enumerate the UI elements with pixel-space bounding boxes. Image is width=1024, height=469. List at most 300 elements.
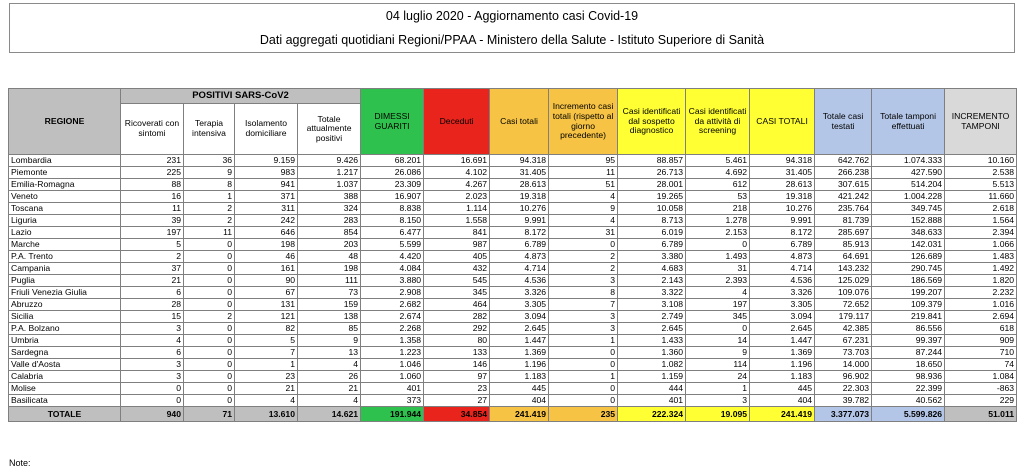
cell-value: 1.447 xyxy=(490,335,549,347)
region-name: Veneto xyxy=(9,191,121,203)
cell-value: 0 xyxy=(184,371,235,383)
cell-value: 42.385 xyxy=(815,323,872,335)
cell-value: 388 xyxy=(298,191,361,203)
table-row xyxy=(9,275,1017,287)
cell-value: 2.645 xyxy=(750,323,815,335)
cell-value: 642.762 xyxy=(815,155,872,167)
region-name: Emilia-Romagna xyxy=(9,179,121,191)
region-name: Lombardia xyxy=(9,155,121,167)
cell-value: 4 xyxy=(549,191,618,203)
region-name: P.A. Bolzano xyxy=(9,323,121,335)
cell-value: 22.399 xyxy=(872,383,945,395)
cell-value: 4 xyxy=(121,335,184,347)
table-row xyxy=(9,335,1017,347)
cell-value: 73 xyxy=(298,287,361,299)
cell-value: 198 xyxy=(298,263,361,275)
cell-value: 0 xyxy=(121,395,184,407)
cell-value: 2.153 xyxy=(686,227,750,239)
cell-value: 9 xyxy=(549,203,618,215)
region-name: Calabria xyxy=(9,371,121,383)
cell-value: 143.232 xyxy=(815,263,872,275)
cell-value: 26.713 xyxy=(618,167,686,179)
cell-value: 219.841 xyxy=(872,311,945,323)
cell-value: 126.689 xyxy=(872,251,945,263)
cell-value: 3 xyxy=(121,371,184,383)
cell-value: 348.633 xyxy=(872,227,945,239)
cell-value: 94.318 xyxy=(490,155,549,167)
cell-value: 1 xyxy=(235,359,298,371)
cell-value: 4.714 xyxy=(750,263,815,275)
cell-value: 133 xyxy=(424,347,490,359)
col-header-totale-positivi: Totale attualmente positivi xyxy=(298,104,361,155)
cell-value: 404 xyxy=(750,395,815,407)
cell-value: 26.086 xyxy=(361,167,424,179)
cell-value: 10.276 xyxy=(750,203,815,215)
cell-value: 1.564 xyxy=(945,215,1017,227)
cell-value: 15 xyxy=(121,311,184,323)
cell-value: 8 xyxy=(549,287,618,299)
cell-value: 0 xyxy=(184,395,235,407)
cell-value: 5.461 xyxy=(686,155,750,167)
cell-value: 80 xyxy=(424,335,490,347)
cell-value: 9.991 xyxy=(490,215,549,227)
cell-value: 179.117 xyxy=(815,311,872,323)
region-name: Umbria xyxy=(9,335,121,347)
cell-value: 53 xyxy=(686,191,750,203)
cell-value: 2.749 xyxy=(618,311,686,323)
cell-value: 349.745 xyxy=(872,203,945,215)
cell-value: 1.217 xyxy=(298,167,361,179)
cell-value: 16.691 xyxy=(424,155,490,167)
cell-value: 2.682 xyxy=(361,299,424,311)
cell-value: 19.318 xyxy=(490,191,549,203)
col-header-casi-totali-2: CASI TOTALI xyxy=(750,89,815,155)
cell-value: 11 xyxy=(121,203,184,215)
cell-value: 8.713 xyxy=(618,215,686,227)
table-row xyxy=(9,155,1017,167)
cell-value: 203 xyxy=(298,239,361,251)
cell-value: 404 xyxy=(490,395,549,407)
cell-value: 13 xyxy=(298,347,361,359)
cell-value: 983 xyxy=(235,167,298,179)
cell-value: 7 xyxy=(549,299,618,311)
region-name: Sicilia xyxy=(9,311,121,323)
cell-value: 1.159 xyxy=(618,371,686,383)
cell-value: 94.318 xyxy=(750,155,815,167)
cell-value: 19.318 xyxy=(750,191,815,203)
cell-value: 11 xyxy=(549,167,618,179)
cell-value: 14.000 xyxy=(815,359,872,371)
cell-value: 292 xyxy=(424,323,490,335)
cell-value: 2.618 xyxy=(945,203,1017,215)
covid-data-table xyxy=(8,88,1017,422)
cell-value: 2.023 xyxy=(424,191,490,203)
cell-value: 46 xyxy=(235,251,298,263)
cell-value: 67.231 xyxy=(815,335,872,347)
cell-value: 1.483 xyxy=(945,251,1017,263)
region-name: Molise xyxy=(9,383,121,395)
cell-value: 2.143 xyxy=(618,275,686,287)
cell-value: 2 xyxy=(121,251,184,263)
cell-value: 4.683 xyxy=(618,263,686,275)
region-name: Marche xyxy=(9,239,121,251)
total-value: 222.324 xyxy=(618,407,686,422)
cell-value: 5.599 xyxy=(361,239,424,251)
cell-value: 4 xyxy=(298,395,361,407)
cell-value: 3 xyxy=(549,323,618,335)
table-row xyxy=(9,179,1017,191)
cell-value: 0 xyxy=(686,239,750,251)
region-name: Puglia xyxy=(9,275,121,287)
table-row xyxy=(9,323,1017,335)
cell-value: 111 xyxy=(298,275,361,287)
cell-value: 1.037 xyxy=(298,179,361,191)
cell-value: 0 xyxy=(184,347,235,359)
cell-value: 1.278 xyxy=(686,215,750,227)
cell-value: 4.536 xyxy=(490,275,549,287)
cell-value: 23.309 xyxy=(361,179,424,191)
cell-value: 14 xyxy=(686,335,750,347)
cell-value: 373 xyxy=(361,395,424,407)
cell-value: 3.880 xyxy=(361,275,424,287)
cell-value: 2 xyxy=(549,251,618,263)
cell-value: 6 xyxy=(121,347,184,359)
cell-value: 1 xyxy=(686,383,750,395)
region-name: Abruzzo xyxy=(9,299,121,311)
cell-value: 345 xyxy=(686,311,750,323)
cell-value: 85.913 xyxy=(815,239,872,251)
cell-value: 5 xyxy=(235,335,298,347)
cell-value: -863 xyxy=(945,383,1017,395)
cell-value: 26 xyxy=(298,371,361,383)
cell-value: 3.322 xyxy=(618,287,686,299)
cell-value: 4 xyxy=(235,395,298,407)
cell-value: 10.058 xyxy=(618,203,686,215)
cell-value: 1.066 xyxy=(945,239,1017,251)
cell-value: 109.076 xyxy=(815,287,872,299)
cell-value: 1 xyxy=(549,371,618,383)
cell-value: 121 xyxy=(235,311,298,323)
cell-value: 371 xyxy=(235,191,298,203)
cell-value: 9 xyxy=(686,347,750,359)
cell-value: 21 xyxy=(298,383,361,395)
cell-value: 19.265 xyxy=(618,191,686,203)
cell-value: 87.244 xyxy=(872,347,945,359)
cell-value: 2.268 xyxy=(361,323,424,335)
cell-value: 612 xyxy=(686,179,750,191)
region-name: Basilicata xyxy=(9,395,121,407)
cell-value: 10.160 xyxy=(945,155,1017,167)
cell-value: 1.084 xyxy=(945,371,1017,383)
cell-value: 2.674 xyxy=(361,311,424,323)
cell-value: 197 xyxy=(686,299,750,311)
cell-value: 23 xyxy=(424,383,490,395)
cell-value: 307.615 xyxy=(815,179,872,191)
cell-value: 427.590 xyxy=(872,167,945,179)
cell-value: 4.714 xyxy=(490,263,549,275)
cell-value: 2.394 xyxy=(945,227,1017,239)
cell-value: 3.380 xyxy=(618,251,686,263)
cell-value: 2.694 xyxy=(945,311,1017,323)
cell-value: 86.556 xyxy=(872,323,945,335)
cell-value: 2.232 xyxy=(945,287,1017,299)
cell-value: 2 xyxy=(549,263,618,275)
cell-value: 4.420 xyxy=(361,251,424,263)
table-row xyxy=(9,347,1017,359)
cell-value: 3 xyxy=(549,311,618,323)
cell-value: 1.369 xyxy=(750,347,815,359)
table-row xyxy=(9,263,1017,275)
cell-value: 1 xyxy=(184,191,235,203)
cell-value: 4.102 xyxy=(424,167,490,179)
cell-value: 81.739 xyxy=(815,215,872,227)
cell-value: 8.172 xyxy=(750,227,815,239)
table-row xyxy=(9,239,1017,251)
cell-value: 2.538 xyxy=(945,167,1017,179)
cell-value: 6.789 xyxy=(618,239,686,251)
cell-value: 88.857 xyxy=(618,155,686,167)
cell-value: 0 xyxy=(184,359,235,371)
region-name: Liguria xyxy=(9,215,121,227)
table-row xyxy=(9,191,1017,203)
total-value: 5.599.826 xyxy=(872,407,945,422)
col-header-tamponi: Totale tamponi effettuati xyxy=(872,89,945,155)
cell-value: 3.326 xyxy=(490,287,549,299)
cell-value: 0 xyxy=(549,395,618,407)
cell-value: 514.204 xyxy=(872,179,945,191)
cell-value: 1.360 xyxy=(618,347,686,359)
cell-value: 74 xyxy=(945,359,1017,371)
cell-value: 266.238 xyxy=(815,167,872,179)
report-title: 04 luglio 2020 - Aggiornamento casi Covid-19 xyxy=(385,9,639,23)
cell-value: 21 xyxy=(121,275,184,287)
cell-value: 242 xyxy=(235,215,298,227)
cell-value: 283 xyxy=(298,215,361,227)
table-row xyxy=(9,215,1017,227)
cell-value: 131 xyxy=(235,299,298,311)
cell-value: 82 xyxy=(235,323,298,335)
cell-value: 28 xyxy=(121,299,184,311)
cell-value: 9 xyxy=(298,335,361,347)
cell-value: 3.094 xyxy=(750,311,815,323)
cell-value: 1.223 xyxy=(361,347,424,359)
col-header-dimessi: DIMESSI GUARITI xyxy=(361,89,424,155)
cell-value: 28.613 xyxy=(490,179,549,191)
cell-value: 186.569 xyxy=(872,275,945,287)
cell-value: 445 xyxy=(490,383,549,395)
col-header-terapia: Terapia intensiva xyxy=(184,104,235,155)
cell-value: 6.019 xyxy=(618,227,686,239)
cell-value: 21 xyxy=(235,383,298,395)
cell-value: 10.276 xyxy=(490,203,549,215)
cell-value: 231 xyxy=(121,155,184,167)
cell-value: 3 xyxy=(121,323,184,335)
cell-value: 0 xyxy=(184,263,235,275)
col-header-incremento-tamponi: INCREMENTO TAMPONI xyxy=(945,89,1017,155)
cell-value: 444 xyxy=(618,383,686,395)
region-name: Friuli Venezia Giulia xyxy=(9,287,121,299)
total-value: 241.419 xyxy=(490,407,549,422)
cell-value: 1.447 xyxy=(750,335,815,347)
cell-value: 2.393 xyxy=(686,275,750,287)
cell-value: 159 xyxy=(298,299,361,311)
cell-value: 39 xyxy=(121,215,184,227)
table-row xyxy=(9,311,1017,323)
cell-value: 125.029 xyxy=(815,275,872,287)
cell-value: 445 xyxy=(750,383,815,395)
cell-value: 1.046 xyxy=(361,359,424,371)
cell-value: 6.789 xyxy=(490,239,549,251)
total-value: 940 xyxy=(121,407,184,422)
cell-value: 98.936 xyxy=(872,371,945,383)
cell-value: 0 xyxy=(184,323,235,335)
cell-value: 4.267 xyxy=(424,179,490,191)
cell-value: 229 xyxy=(945,395,1017,407)
cell-value: 142.031 xyxy=(872,239,945,251)
cell-value: 73.703 xyxy=(815,347,872,359)
report-subtitle: Dati aggregati quotidiani Regioni/PPAA - Ministero della Salute - Istituto Superiore di Sanità xyxy=(259,33,765,47)
cell-value: 8.172 xyxy=(490,227,549,239)
cell-value: 1.074.333 xyxy=(872,155,945,167)
table-row xyxy=(9,227,1017,239)
cell-value: 114 xyxy=(686,359,750,371)
cell-value: 290.745 xyxy=(872,263,945,275)
cell-value: 4 xyxy=(686,287,750,299)
cell-value: 9.426 xyxy=(298,155,361,167)
cell-value: 0 xyxy=(121,383,184,395)
cell-value: 4.873 xyxy=(490,251,549,263)
cell-value: 23 xyxy=(235,371,298,383)
cell-value: 2.645 xyxy=(490,323,549,335)
table-body xyxy=(9,155,1017,422)
cell-value: 24 xyxy=(686,371,750,383)
cell-value: 11.660 xyxy=(945,191,1017,203)
cell-value: 1 xyxy=(549,335,618,347)
col-header-deceduti: Deceduti xyxy=(424,89,490,155)
cell-value: 1.493 xyxy=(686,251,750,263)
cell-value: 0 xyxy=(549,383,618,395)
region-header: REGIONE xyxy=(9,89,121,155)
cell-value: 0 xyxy=(184,251,235,263)
cell-value: 0 xyxy=(549,239,618,251)
cell-value: 198 xyxy=(235,239,298,251)
cell-value: 40.562 xyxy=(872,395,945,407)
cell-value: 8 xyxy=(184,179,235,191)
total-value: 19.095 xyxy=(686,407,750,422)
cell-value: 197 xyxy=(121,227,184,239)
cell-value: 16 xyxy=(121,191,184,203)
cell-value: 4.873 xyxy=(750,251,815,263)
col-header-incremento: Incremento casi totali (rispetto al giorno precedente) xyxy=(549,89,618,155)
cell-value: 311 xyxy=(235,203,298,215)
cell-value: 464 xyxy=(424,299,490,311)
cell-value: 1.060 xyxy=(361,371,424,383)
cell-value: 48 xyxy=(298,251,361,263)
total-value: 235 xyxy=(549,407,618,422)
total-value: 14.621 xyxy=(298,407,361,422)
total-value: 13.610 xyxy=(235,407,298,422)
cell-value: 18.650 xyxy=(872,359,945,371)
cell-value: 1.558 xyxy=(424,215,490,227)
cell-value: 285.697 xyxy=(815,227,872,239)
total-value: 34.854 xyxy=(424,407,490,422)
col-header-ricoverati: Ricoverati con sintomi xyxy=(121,104,184,155)
cell-value: 401 xyxy=(618,395,686,407)
col-header-screening: Casi identificati da attività di screening xyxy=(686,89,750,155)
region-name: Toscana xyxy=(9,203,121,215)
table-row xyxy=(9,203,1017,215)
cell-value: 2 xyxy=(184,311,235,323)
cell-value: 36 xyxy=(184,155,235,167)
cell-value: 909 xyxy=(945,335,1017,347)
cell-value: 4.084 xyxy=(361,263,424,275)
col-header-casi-testati: Totale casi testati xyxy=(815,89,872,155)
cell-value: 1.183 xyxy=(490,371,549,383)
cell-value: 6.789 xyxy=(750,239,815,251)
cell-value: 235.764 xyxy=(815,203,872,215)
cell-value: 90 xyxy=(235,275,298,287)
cell-value: 0 xyxy=(184,383,235,395)
region-name: P.A. Trento xyxy=(9,251,121,263)
cell-value: 1.369 xyxy=(490,347,549,359)
cell-value: 161 xyxy=(235,263,298,275)
table-row xyxy=(9,383,1017,395)
cell-value: 68.201 xyxy=(361,155,424,167)
cell-value: 2 xyxy=(184,215,235,227)
total-value: 51.011 xyxy=(945,407,1017,422)
cell-value: 72.652 xyxy=(815,299,872,311)
region-name: Sardegna xyxy=(9,347,121,359)
cell-value: 97 xyxy=(424,371,490,383)
cell-value: 31 xyxy=(686,263,750,275)
table-row xyxy=(9,251,1017,263)
cell-value: 16.907 xyxy=(361,191,424,203)
cell-value: 225 xyxy=(121,167,184,179)
col-header-casi-totali: Casi totali xyxy=(490,89,549,155)
cell-value: 9 xyxy=(184,167,235,179)
cell-value: 1.196 xyxy=(490,359,549,371)
cell-value: 67 xyxy=(235,287,298,299)
cell-value: 3 xyxy=(121,359,184,371)
cell-value: 6 xyxy=(121,287,184,299)
cell-value: 1.492 xyxy=(945,263,1017,275)
cell-value: 218 xyxy=(686,203,750,215)
cell-value: 1.433 xyxy=(618,335,686,347)
cell-value: 345 xyxy=(424,287,490,299)
cell-value: 2.908 xyxy=(361,287,424,299)
cell-value: 405 xyxy=(424,251,490,263)
positivi-group-header: POSITIVI SARS-CoV2 xyxy=(121,89,361,104)
total-value: 191.944 xyxy=(361,407,424,422)
cell-value: 64.691 xyxy=(815,251,872,263)
cell-value: 1.820 xyxy=(945,275,1017,287)
cell-value: 6.477 xyxy=(361,227,424,239)
cell-value: 841 xyxy=(424,227,490,239)
cell-value: 4.692 xyxy=(686,167,750,179)
table-row xyxy=(9,359,1017,371)
cell-value: 1.114 xyxy=(424,203,490,215)
cell-value: 9.159 xyxy=(235,155,298,167)
cell-value: 987 xyxy=(424,239,490,251)
cell-value: 5 xyxy=(121,239,184,251)
cell-value: 0 xyxy=(184,239,235,251)
cell-value: 7 xyxy=(235,347,298,359)
cell-value: 2.645 xyxy=(618,323,686,335)
table-row xyxy=(9,299,1017,311)
cell-value: 31.405 xyxy=(750,167,815,179)
cell-value: 31.405 xyxy=(490,167,549,179)
cell-value: 1.082 xyxy=(618,359,686,371)
